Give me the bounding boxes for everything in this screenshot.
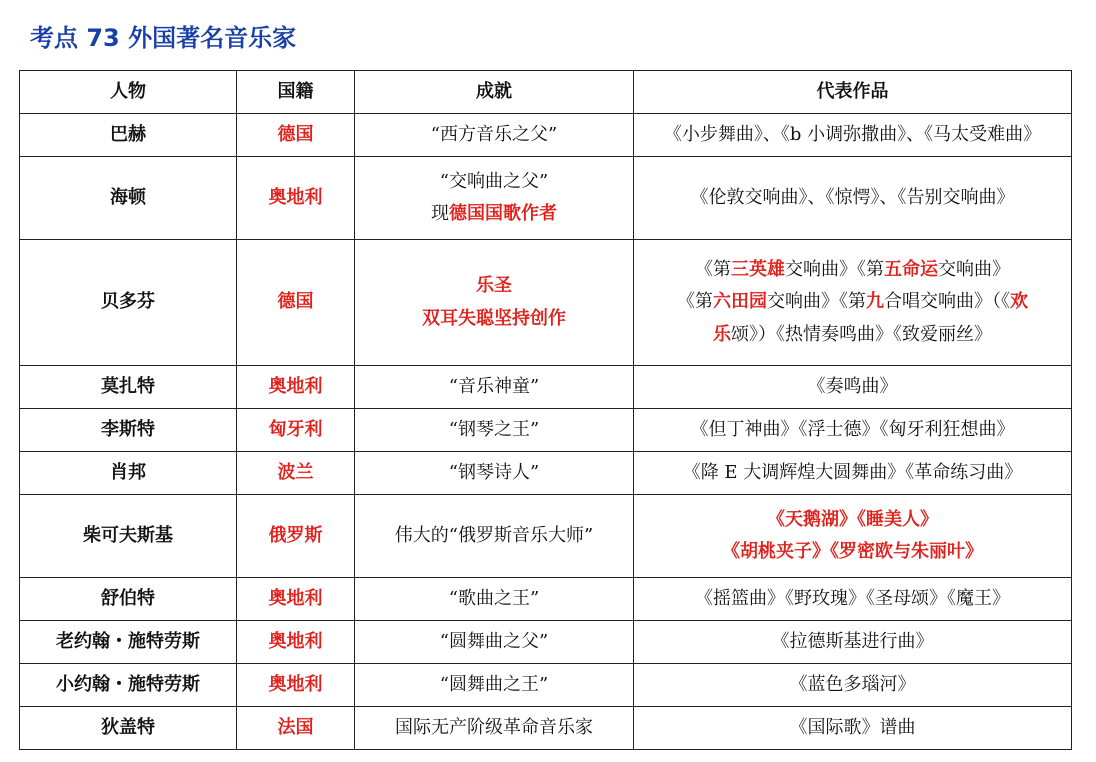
nationality: 法国: [237, 707, 355, 750]
nationality: 奥地利: [237, 664, 355, 707]
table-row: [20, 366, 1072, 409]
works-line: 《第三英雄交响曲》《第五命运交响曲》: [695, 258, 1010, 280]
achievement: “圆舞曲之父”: [355, 621, 634, 664]
nationality: 奥地利: [237, 621, 355, 664]
achievement-prefix: 现: [431, 203, 449, 224]
works: [634, 495, 1072, 578]
works: 《但丁神曲》《浮士德》《匈牙利狂想曲》: [634, 409, 1072, 452]
achievement: “歌曲之王”: [355, 578, 634, 621]
table-row: [20, 578, 1072, 621]
works-line: 《天鹅湖》《睡美人》: [767, 508, 938, 530]
achievement-highlight: 德国国歌作者: [449, 203, 557, 224]
person-name: 小约翰・施特劳斯: [20, 664, 237, 707]
achievement: 国际无产阶级革命音乐家: [355, 707, 634, 750]
person-name: 海顿: [20, 157, 237, 240]
achievement: [355, 157, 634, 240]
achievement-line: 双耳失聪坚持创作: [422, 307, 566, 329]
achievement: “钢琴诗人”: [355, 452, 634, 495]
achievement: 伟大的“俄罗斯音乐大师”: [355, 495, 634, 578]
achievement: [355, 240, 634, 366]
table-row: [20, 621, 1072, 664]
header-person: 人物: [20, 71, 237, 114]
table-row: [20, 664, 1072, 707]
works-line: 《胡桃夹子》《罗密欧与朱丽叶》: [722, 541, 983, 562]
table-row: [20, 409, 1072, 452]
person-name: 舒伯特: [20, 578, 237, 621]
table-row: [20, 707, 1072, 750]
works: [634, 240, 1072, 366]
person-name: 狄盖特: [20, 707, 237, 750]
achievement: “西方音乐之父”: [355, 114, 634, 157]
person-name: 肖邦: [20, 452, 237, 495]
table-row: [20, 452, 1072, 495]
achievement-line: “交响曲之父”: [439, 170, 549, 192]
achievement: “音乐神童”: [355, 366, 634, 409]
works: 《伦敦交响曲》、《惊愕》、《告别交响曲》: [634, 157, 1072, 240]
nationality: 波兰: [237, 452, 355, 495]
header-achievement: 成就: [355, 71, 634, 114]
musicians-table: [19, 70, 1072, 750]
nationality: 奥地利: [237, 578, 355, 621]
works: 《奏鸣曲》: [634, 366, 1072, 409]
table-row: [20, 157, 1072, 240]
achievement: “钢琴之王”: [355, 409, 634, 452]
person-name: 巴赫: [20, 114, 237, 157]
achievement: “圆舞曲之王”: [355, 664, 634, 707]
works: 《摇篮曲》《野玫瑰》《圣母颂》《魔王》: [634, 578, 1072, 621]
nationality: 俄罗斯: [237, 495, 355, 578]
person-name: 柴可夫斯基: [20, 495, 237, 578]
table-row: [20, 495, 1072, 578]
page-title: 考点 73 外国著名音乐家: [30, 24, 297, 52]
achievement-line: 乐圣: [476, 275, 512, 296]
header-works: 代表作品: [634, 71, 1072, 114]
nationality: 奥地利: [237, 157, 355, 240]
nationality: 德国: [237, 114, 355, 157]
person-name: 老约翰・施特劳斯: [20, 621, 237, 664]
person-name: 李斯特: [20, 409, 237, 452]
works: 《降 E 大调辉煌大圆舞曲》《革命练习曲》: [634, 452, 1072, 495]
works-line: 《第六田园交响曲》《第九合唱交响曲》（《欢: [677, 291, 1028, 313]
header-nationality: 国籍: [237, 71, 355, 114]
works: 《小步舞曲》、《b 小调弥撒曲》、《马太受难曲》: [634, 114, 1072, 157]
works: 《国际歌》谱曲: [634, 707, 1072, 750]
table-row: [20, 240, 1072, 366]
nationality: 奥地利: [237, 366, 355, 409]
nationality: 德国: [237, 240, 355, 366]
table-row: [20, 114, 1072, 157]
works-line: 乐颂》）《热情奏鸣曲》《致爱丽丝》: [713, 323, 992, 345]
works: 《蓝色多瑙河》: [634, 664, 1072, 707]
works: 《拉德斯基进行曲》: [634, 621, 1072, 664]
person-name: 贝多芬: [20, 240, 237, 366]
nationality: 匈牙利: [237, 409, 355, 452]
person-name: 莫扎特: [20, 366, 237, 409]
achievement-line: [355, 203, 633, 226]
table-header-row: [20, 71, 1072, 114]
